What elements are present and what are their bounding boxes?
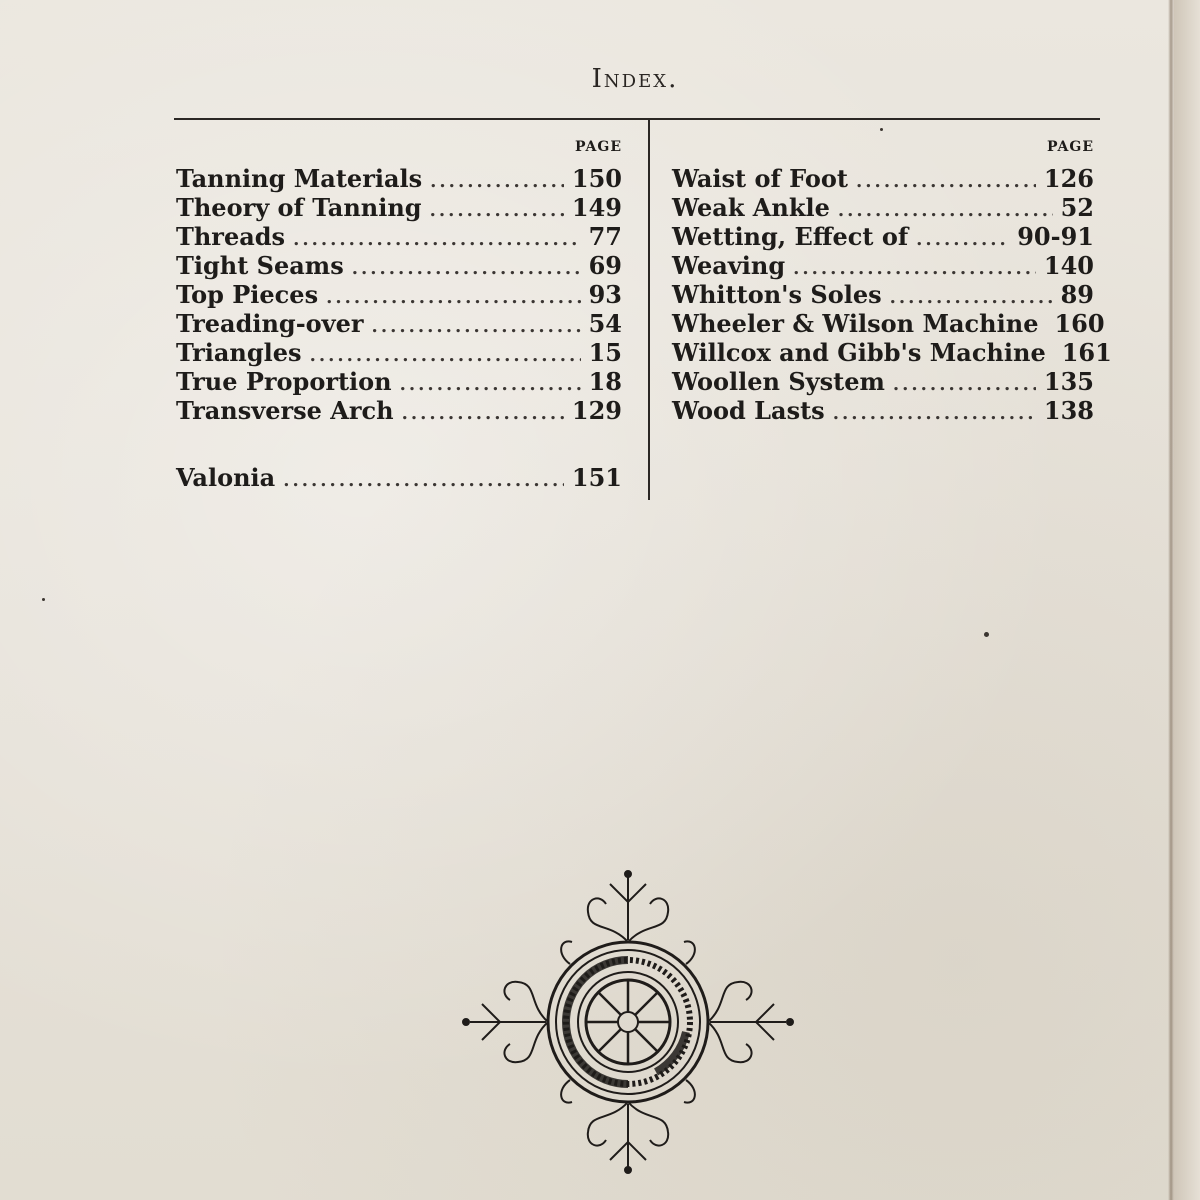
index-term: Whitton's Soles (672, 280, 882, 309)
leader-dots (893, 374, 1036, 395)
index-entry (176, 222, 622, 251)
leader-dots (916, 229, 1009, 250)
index-page-number: 54 (588, 309, 622, 338)
index-term: Threads (176, 222, 286, 251)
index-entry (176, 251, 622, 280)
leader-dots (372, 316, 581, 337)
facing-page-edge (1174, 0, 1200, 1200)
leader-dots (402, 403, 564, 424)
index-term: Waist of Foot (672, 164, 849, 193)
page-column-label: PAGE (1047, 139, 1094, 155)
section-gap (176, 425, 622, 463)
index-term: Weak Ankle (672, 193, 830, 222)
leader-dots (890, 287, 1053, 308)
index-term: Theory of Tanning (176, 193, 422, 222)
index-page-number: 15 (588, 338, 622, 367)
index-page-number: 90-91 (1017, 222, 1094, 251)
index-entry (672, 222, 1094, 251)
index-page-number: 161 (1061, 338, 1112, 367)
leader-dots (400, 374, 581, 395)
page-column-label: PAGE (575, 139, 622, 155)
index-entry (176, 309, 622, 338)
paper-speck (984, 632, 989, 637)
index-page-number: 52 (1060, 193, 1094, 222)
leader-dots (793, 258, 1036, 279)
index-page-number: 89 (1060, 280, 1094, 309)
leader-dots (310, 345, 581, 366)
index-term: Top Pieces (176, 280, 319, 309)
index-entry (672, 280, 1094, 309)
index-page-number: 149 (571, 193, 622, 222)
index-term: Treading-over (176, 309, 364, 338)
column-divider (648, 120, 650, 500)
index-page-number: 69 (588, 251, 622, 280)
index-term: Transverse Arch (176, 396, 394, 425)
leader-dots (838, 200, 1053, 221)
index-term: Triangles (176, 338, 302, 367)
index-page-number: 135 (1043, 367, 1094, 396)
leader-dots (833, 403, 1036, 424)
index-page-number: 140 (1043, 251, 1094, 280)
index-term: Willcox and Gibb's Machine (672, 338, 1046, 367)
index-term: Wood Lasts (672, 396, 825, 425)
header-rule (174, 118, 1100, 120)
index-term: Tanning Materials (176, 164, 423, 193)
index-entry (176, 396, 622, 425)
index-entry (672, 338, 1112, 367)
index-page-number: 77 (588, 222, 622, 251)
leader-dots (293, 229, 581, 250)
index-page-number: 151 (571, 463, 622, 492)
index-page-number: 129 (571, 396, 622, 425)
index-entry (176, 164, 622, 193)
index-entry (672, 396, 1094, 425)
index-page-number: 18 (588, 367, 622, 396)
rosette-ornament-icon (460, 862, 796, 1180)
index-entry (672, 251, 1094, 280)
paper-speck (42, 598, 45, 601)
index-term: Woollen System (672, 367, 885, 396)
index-page-number: 126 (1043, 164, 1094, 193)
index-column-left (176, 136, 622, 492)
index-term: Wheeler & Wilson Machine (672, 309, 1039, 338)
index-entry (176, 193, 622, 222)
index-entry (176, 280, 622, 309)
index-page-number: 138 (1043, 396, 1094, 425)
index-entry (672, 367, 1094, 396)
page-title: Index. (591, 64, 679, 94)
index-term: Wetting, Effect of (672, 222, 909, 251)
leader-dots (856, 171, 1036, 192)
index-column-right (672, 136, 1112, 425)
index-entry (672, 309, 1105, 338)
index-term: Valonia (176, 463, 276, 492)
paper-speck (880, 128, 883, 131)
leader-dots (326, 287, 581, 308)
leader-dots (430, 171, 564, 192)
index-page-number: 93 (588, 280, 622, 309)
leader-dots (430, 200, 564, 221)
index-entry (176, 367, 622, 396)
index-term: True Proportion (176, 367, 392, 396)
index-page-number: 160 (1054, 309, 1105, 338)
leader-dots (352, 258, 581, 279)
index-entry (176, 463, 622, 492)
index-entry (672, 164, 1094, 193)
index-entry (176, 338, 622, 367)
index-entry (672, 193, 1094, 222)
index-page-number: 150 (571, 164, 622, 193)
index-term: Weaving (672, 251, 786, 280)
index-term: Tight Seams (176, 251, 344, 280)
leader-dots (283, 470, 564, 491)
